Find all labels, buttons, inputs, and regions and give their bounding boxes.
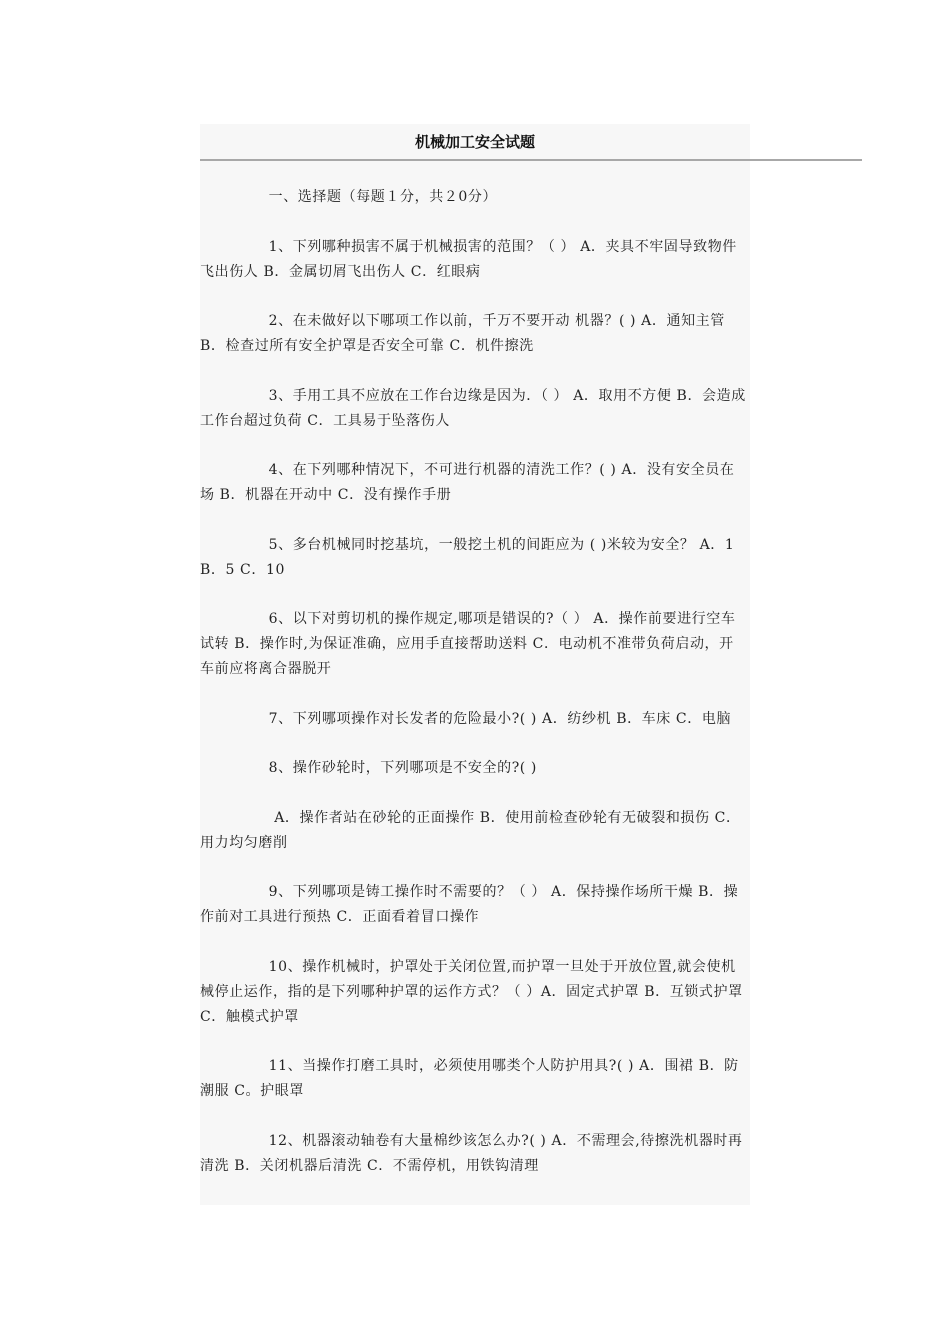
question-6: 6、以下对剪切机的操作规定,哪项是错误的?（ ） A．操作前要进行空车试转 B．操作时,为保证准确，应用手直接帮助送料 C．电动机不准带负荷启动，开车前应将离合器脱开 — [200, 611, 736, 677]
title-divider — [200, 159, 862, 161]
question-8-options: A．操作者站在砂轮的正面操作 B．使用前检查砂轮有无破裂和损伤 C．用力均匀磨削 — [200, 809, 741, 851]
question-4: 4、在下列哪种情况下，不可进行机器的清洗工作？( ) A．没有安全员在场 B．机器在开动中 C．没有操作手册 — [200, 462, 735, 503]
question-2: 2、在未做好以下哪项工作以前，千万不要开动 机器？( ) A．通知主管 B．检查过所有安全护罩是否安全可靠 C．机件擦洗 — [200, 313, 725, 354]
question-10: 10、操作机械时，护罩处于关闭位置,而护罩一旦处于开放位置,就会使机械停止运作，指的是下列哪种护罩的运作方式？（ ）A．固定式护罩 B．互锁式护罩 C．触模式护罩 — [200, 958, 743, 1025]
question-12: 12、机器滚动轴卷有大量棉纱该怎么办?( ) A．不需理会,待擦洗机器时再清洗 B．关闭机器后清洗 C．不需停机，用铁钩清理 — [200, 1132, 743, 1174]
section-heading: 一、选择题（每题１分，共２0分） — [268, 189, 498, 205]
question-5: 5、多台机械同时挖基坑，一般挖土机的间距应为 ( )米较为安全？ A．1 B．5 C．10 — [200, 536, 735, 578]
page-title: 机械加工安全试题 — [414, 133, 535, 151]
question-1: 1、下列哪种损害不属于机械损害的范围？（ ） A．夹具不牢固导致物件飞出伤人 B．金属切屑飞出伤人 C．红眼病 — [200, 238, 737, 280]
question-11: 11、当操作打磨工具时，必须使用哪类个人防护用具?( ) A．围裙 B．防潮服 C。护眼罩 — [200, 1058, 739, 1099]
document-body — [200, 185, 748, 1203]
question-9: 9、下列哪项是铸工操作时不需要的？（ ） A．保持操作场所干燥 B．操作前对工具进行预热 C．正面看着冒口操作 — [200, 884, 739, 925]
question-3: 3、手用工具不应放在工作台边缘是因为．（ ） A．取用不方便 B．会造成工作台超过负荷 C．工具易于坠落伤人 — [200, 387, 746, 429]
question-8: 8、操作砂轮时，下列哪项是不安全的?( ) — [268, 760, 537, 776]
question-7: 7、下列哪项操作对长发者的危险最小?( ) A．纺纱机 B．车床 C．电脑 — [268, 710, 732, 727]
